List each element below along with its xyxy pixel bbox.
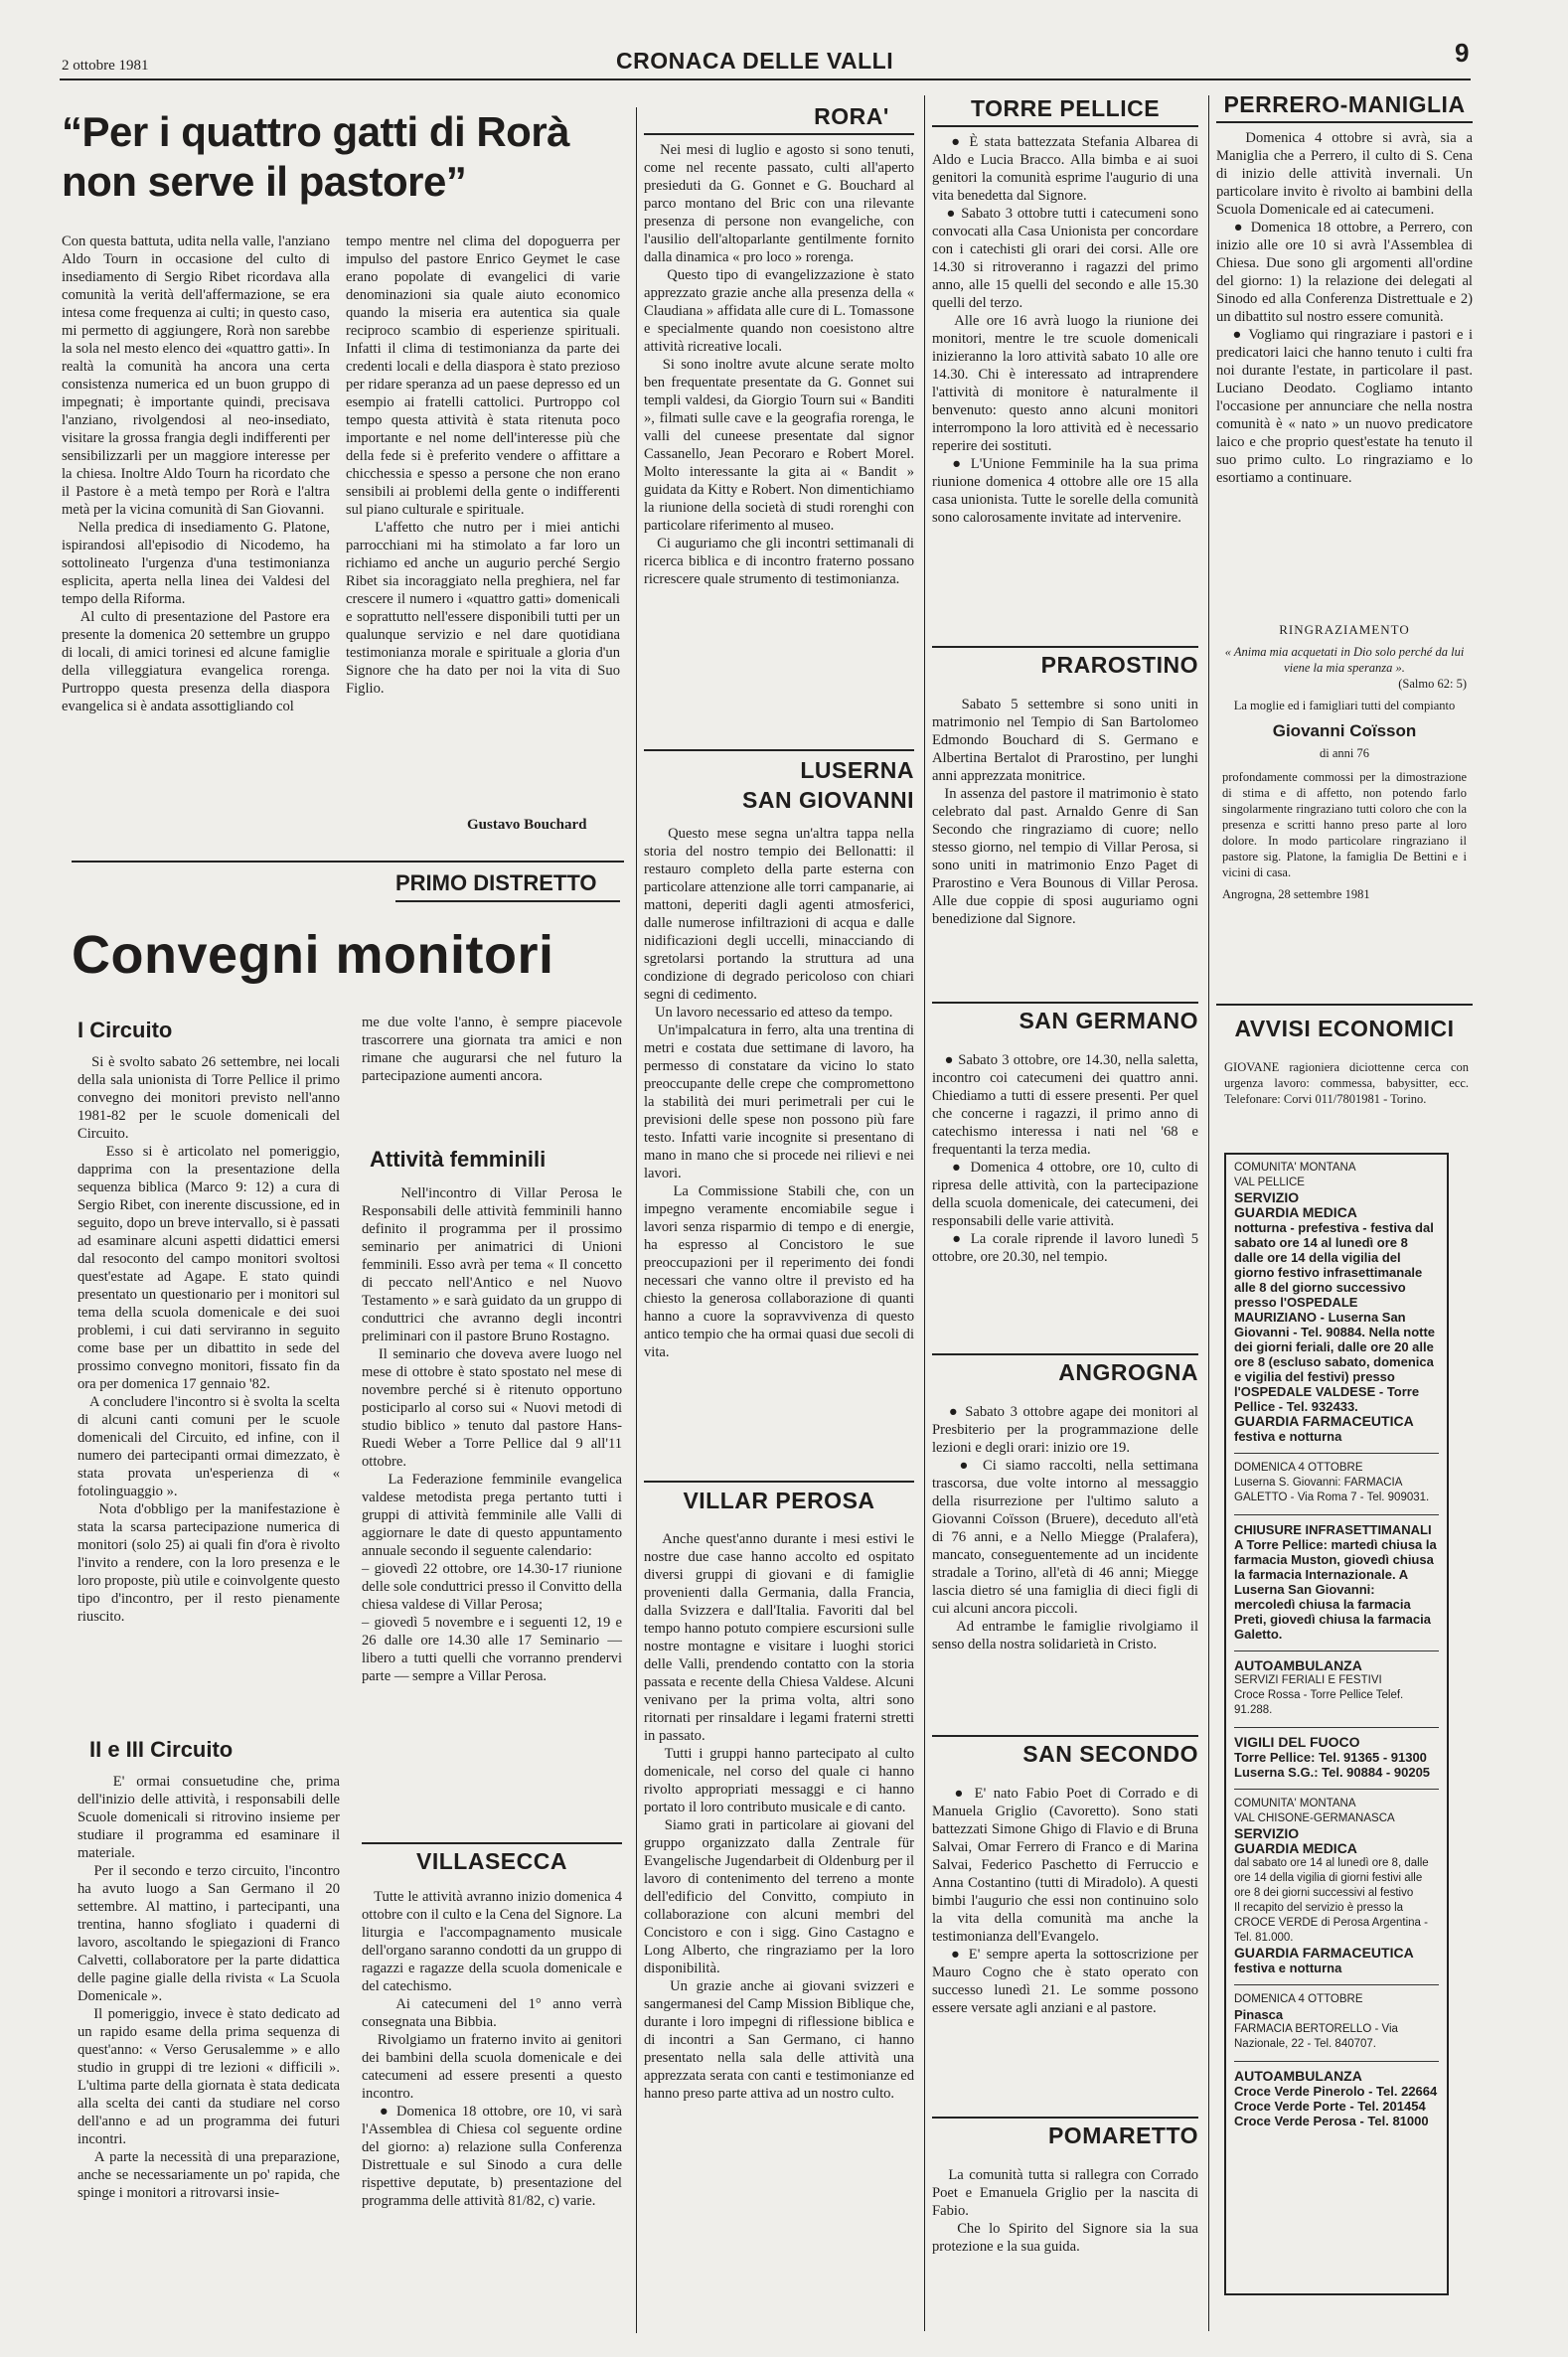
prarostino-text: Sabato 5 settembre si sono uniti in matrimonio nel Tempio di San Bartolomeo Edmondo Bouchard di S. Germano e Albertina Bertalot di Prarostino, per lunghi anni apprezzata monitrice. In assenza del pastore il matrimonio è stato celebrato dal past. Arnaldo Genre di San Secondo che ringraziamo di cuore; nello stesso giorno, nel tempio di Villar Perosa, si sono uniti in matrimonio Enzo Paget di Prarostino e Vera Bounous di Villar Perosa. Alle due coppie di sposi auguriamo ogni benedizione dal Signore. (932, 697, 1198, 927)
ringraziamento-text: profondamente commossi per la dimostrazione di stima e di affetto, non potendo farlo singolarmente ringraziano tutti coloro che con la presenza e scritti hanno preso parte al loro dolore. In modo particolare ringraziano il pastore sig. Platone, la famiglia De Bettini e i vicini di casa. (1222, 770, 1467, 879)
convegni-col1b: E' ormai consuetudine che, prima dell'inizio delle attività, i responsabili delle Scuole domenicali si ritrovino insieme per studiare il programma ed esaminare il materiale. Per il secondo e terzo circuito, l'incontro ha avuto luogo a San Germano il 20 settembre. Al mattino, i partecipanti, una trentina, hanno sfogliato i quaderni di lavoro, ascoltando le spiegazioni di Franco Calvetti, collaboratore per la parte didattica delle pagine gialle della rivista « La Scuola Domenicale ». Il pomeriggio, invece è stato dedicato ad un rapido esame della prima sequenza di quest'anno: « Verso Gerusalemme » e allo studio in gruppi di tre lezioni « difficili ». L'ultima parte della giornata è stata dedicata alla scelta dei canti da studiare nel corso dell'anno e ad un programma dei futuri incontri. A parte la necessità di una preparazione, anche se necessariamente un po' rapida, che spinge i monitori a ritrovarsi insie- (78, 1774, 340, 2201)
services-box-line: Il recapito del servizio è presso la CROCE VERDE di Perosa Argentina - Tel. 81.000. (1234, 1902, 1428, 1944)
ringraziamento-quote: « Anima mia acquetati in Dio solo perché da lui viene la mia speranza ». (1224, 645, 1465, 675)
torre-pellice-rule (932, 125, 1198, 127)
ringraziamento-name: Giovanni Coïsson (1272, 721, 1417, 740)
convegni-sub-circuito-1: I Circuito (78, 1018, 173, 1042)
avvisi-economici-heading: AVVISI ECONOMICI (1234, 1016, 1455, 1041)
san-germano-text: ● Sabato 3 ottobre, ore 14.30, nella saletta, incontro coi catecumeni dei quattro anni. Chiediamo a tutti di essere presenti. Per quel che concerne i ragazzi, il primo anno di catechismo interessa i nati nel '68 e frequentanti la terza media. ● Domenica 4 ottobre, ore 10, culto di ripresa delle attività, con la partecipazione della scuola domenicale, dei catecumeni, dei responsabili delle varie attività. ● La corale riprende il lavoro lunedì 5 ottobre, ore 20.30, nel tempio. (932, 1052, 1199, 1265)
services-box-separator (1234, 1727, 1439, 1728)
avvisi-economici-text: GIOVANE ragioniera diciottenne cerca con urgenza lavoro: commessa, babysitter, ecc. Telefonare: Corvi 011/7801981 - Torino. (1224, 1060, 1469, 1106)
villar-perosa-text: Anche quest'anno durante i mesi estivi le nostre due case hanno accolto ed ospitato diversi gruppi di giovani e di famiglie provenienti dalla Germania, dalla Francia, dalla Svizzera e dall'Italia. Favoriti dal bel tempo hanno potuto compiere escursioni sulle nostre montagne e visitare i luoghi storici delle Valli, prendendo contatto con la storia passata e recente della Chiesa Valdese. Alcuni venivano per la prima volta, altri sono ritornati per rinsaldare i legami fraterni stretti in passato. Tutti i gruppi hanno partecipato al culto domenicale, nel corso del quale ci hanno rivolto appropriati messaggi e ci hanno portato il loro contributo musicale e di canto. Siamo grati in particolare ai giovani del gruppo organizzato dalla Zentrale für Evangelische Jugendarbeit di Oldenburg per il lavoro di contenimento del terreno a monte dell'edificio del Convitto, compiuto in collaborazione con alcuni membri del Concistoro e con i sigg. Gino Castagno e Long Alberto, che ringraziamo per la loro disponibilità. Un grazie anche ai giovani svizzeri e sangermanesi del Camp Mission Biblique che, durante i loro impegni di riflessione biblica e di incontri a San Germano, ci hanno presentato nella sala delle attività una apprezzata serata con canti e testimonianze ed hanno preso parte attiva ad un nostro culto. (644, 1531, 915, 2102)
services-box-line: DOMENICA 4 OTTOBRE (1234, 1462, 1363, 1474)
primo-distretto-rule (395, 900, 620, 902)
san-secondo-text: ● E' nato Fabio Poet di Corrado e di Manuela Griglio (Cavoretto). Sono stati battezzati Simone Ghigo di Flavio e di Bruna Salvai, Omar Ferrero di Franco e di Marina Salvai, Federico Paschetto di Ferruccio e Anna Costantino (tutti di Miradolo). A questi bimbi l'augurio che essi non continuino solo la vita della comunità ma anche la testimonianza dell'Evangelo. ● E' sempre aperta la sottoscrizione per Mauro Cogno che è stato operato con successo lunedì 21. Le somme possono essere versate agli anziani e al pastore. (932, 1786, 1198, 2016)
convegni-sub-circuito-2-3: II e III Circuito (89, 1737, 234, 1762)
luserna-rule (644, 749, 914, 751)
services-box-line: VAL PELLICE (1234, 1177, 1305, 1188)
ringraziamento-intro: La moglie ed i famigliari tutti del compianto (1233, 699, 1456, 712)
ringraziamento-block (1222, 622, 1467, 902)
convegni-headline: Convegni monitori (72, 925, 554, 985)
villasecca-text: Tutte le attività avranno inizio domenica 4 ottobre con il culto e la Cena del Signore. La liturgia e l'accompagnamento musicale dell'organo saranno condotti da un gruppo di ragazzi e ragazze della scuola domenicale e del catechismo. Ai catecumeni del 1° anno verrà consegnata una Bibbia. Rivolgiamo un fraterno invito ai genitori dei bambini della scuola domenicale e dei catecumeni ad essere presenti a questo incontro. ● Domenica 18 ottobre, ore 10, vi sarà l'Assemblea di Chiesa col seguente ordine del giorno: a) relazione sulla Conferenza Distrettuale e sul Sinodo a cura delle rispettive deputate, b) presentazione del programma delle attività 81/82, c) varie. (362, 1889, 623, 2209)
services-box-line: festiva e notturna (1234, 1961, 1342, 1975)
services-box-line: GUARDIA FARMACEUTICA (1234, 1945, 1414, 1961)
prarostino-rule (932, 646, 1198, 648)
angrogna-rule (932, 1353, 1198, 1355)
luserna-heading-line1: LUSERNA (800, 757, 914, 783)
convegni-col2: me due volte l'anno, è sempre piacevole trascorrere una giornata tra amici e non rimane che augurarsi che nel futuro la partecipazione aumenti ancora. (362, 1015, 626, 1084)
page-number: 9 (1455, 38, 1470, 68)
primo-distretto-label: PRIMO DISTRETTO (395, 870, 597, 895)
services-box-separator (1234, 1650, 1439, 1651)
services-box-line: VAL CHISONE-GERMANASCA (1234, 1812, 1395, 1824)
services-box-line: GUARDIA FARMACEUTICA (1234, 1413, 1414, 1429)
attivita-femminili-heading: Attività femminili (370, 1147, 547, 1172)
villasecca-rule (362, 1842, 622, 1844)
pomaretto-text: La comunità tutta si rallegra con Corrado Poet e Emanuela Griglio per la nascita di Fabio. Che lo Spirito del Signore sia la sua protezione e la sua guida. (932, 2167, 1198, 2255)
convegni-col1: Si è svolto sabato 26 settembre, nei locali della sala unionista di Torre Pellice il primo convegno dei monitori previsto nell'anno 1981-82 per le scuole domenicali del Circuito. Esso si è articolato nel pomeriggio, dapprima con la presentazione della sequenza biblica (Marco 9: 12) a cura di Sergio Ribet, con inerente discussione, ed in seguito, dopo un breve intervallo, si è passati ad esaminare alcuni aspetti didattici emersi dal resoconto del campo monitori svoltosi quest'estate ad Agape. E stato quindi presentato un questionario per i monitori sul tema della scuola domenicale e dei suoi problemi, i cui dati serviranno in seguito come base per un dibattito in sede del prossimo convegno monitori, fissato fin da ora per domenica 17 gennaio '82. A concludere l'incontro si è svolta la scelta di alcuni canti comuni per le scuole domenicali del Circuito, ed infine, con il numero dei partecipanti ormai dimezzato, è stata provata un'esperienza di « fotolinguaggio ». Nota d'obbligo per la manifestazione è stata la scarsa partecipazione numerica di monitori (solo 25) ai quali fin d'ora è rivolto l'invito a rendere, con la loro presenza e le loro proposte, più utile e coinvolgente questo tipo d'incontro, per il resto pienamente riuscito. (78, 1054, 341, 1625)
services-box-line: VIGILI DEL FUOCO (1234, 1734, 1360, 1750)
services-box-line: GUARDIA MEDICA (1234, 1204, 1357, 1220)
rora-article-col2: tempo mentre nel clima del dopoguerra per impulso del pastore Enrico Geymet le case erano popolate di evangelici di varie denominazioni sia quale aiuto economico quando la miseria era autentica sia quale reciproco scambio di esperienze spirituali. Infatti il clima di testimonianza da parte dei credenti locali e della diaspora è stato prezioso per ridare speranza ad un paese depresso ed un esempio ai fratelli cattolici. Purtroppo col tempo questa attività è stata ritenuta poco importante e nel nome dell'interesse più che della fede si è preferito vendere o affittare a chicchessia e spesso a persone che non erano sensibili ai problemi della gente o indifferenti sul piano culturale e spirituale. L'affetto che nutro per i miei antichi parrocchiani mi ha stimolato a far loro un richiamo ed anche un augurio perché Sergio Ribet sia incoraggiato nella preghiera, nel far crescere il numero i «quattro gatti» domenicali e soprattutto nell'essere disponibili tutti per un qualunque servizio e nel dare quotidiana testimonianza morale e spirituale a gloria d'un Signore che ha dato per noi la vita di Suo Figlio. (346, 234, 620, 697)
luserna-text: Questo mese segna un'altra tappa nella storia del nostro tempio dei Bellonatti: il restauro completo della parte esterna con particolare attenzione alle torri campanarie, ai mattoni, deperiti dagli agenti atmosferici, dalle numerose infiltrazioni di acqua e dalle nidificazioni degli uccelli, minacciando di sgretolarsi portando la struttura ad una condizione di degrado pericoloso con chiari segni di cedimento. Un lavoro necessario ed atteso da tempo. Un'impalcatura in ferro, alta una trentina di metri e costata due settimane di lavoro, ha permesso di constatare da vicino lo stato preoccupante delle crepe che compromettono la stabilità dei muri perimetrali per cui le previsioni delle spese non possono più fare testo. Infatti varie incognite si presentano di mano in mano che si procede nei rilievi e nei lavori. La Commissione Stabili che, con un impegno veramente encomiabile segue i lavori senza risparmio di tempo e di energie, ha espresso al Concistoro le sue preoccupazioni per il reperimento dei fondi necessari che vanno oltre il previsto ed ha chiesto la generosa collaborazione di quanti hanno a cuore la sopravvivenza di questo antico tempio che ha ormai quasi due secoli di vita. (644, 826, 914, 1360)
services-box-line: festiva e notturna (1234, 1429, 1342, 1444)
rora-heading: RORA' (814, 103, 889, 129)
pomaretto-heading: POMARETTO (1047, 2122, 1198, 2148)
villar-perosa-heading: VILLAR PEROSA (683, 1488, 875, 1513)
newspaper-section-title: CRONACA DELLE VALLI (616, 48, 894, 74)
ringraziamento-age: di anni 76 (1320, 746, 1369, 760)
rora-headline (62, 107, 638, 207)
services-box-line: CHIUSURE INFRASETTIMANALI A Torre Pellice: martedì chiusa la farmacia Muston, giovedì chiusa la farmacia Internazionale. A Luserna San Giovanni: mercoledì chiusa la farmacia Preti, giovedì chiusa la farmacia Galetto. (1234, 1522, 1437, 1642)
perrero-text: Domenica 4 ottobre si avrà, sia a Maniglia che a Perrero, il culto di S. Cena di inizio delle attività invernali. Un particolare invito è rivolto ai bambini della Scuola Domenicale ed ai catecumeni. ● Domenica 18 ottobre, a Perrero, con inizio alle ore 10 si avrà l'Assemblea di Chiesa. Due sono gli argomenti all'ordine del giorno: 1) la relazione dei delegati al Sinodo ed alla Conferenza Distrettuale e 2) un dibattito sul nostro essere comunità. ● Vogliamo qui ringraziare i pastori e i predicatori laici che hanno tenuto i culti fra noi durante l'estate, in particolare il past. Luciano Deodato. Cogliamo intanto l'occasione per annunciare che nella nostra comunità è « nato » un nuovo predicatore laico e che proprio quest'estate ha tenuto il suo primo culto. Lo ringraziamo e lo esortiamo a continuare. (1216, 130, 1473, 486)
col5-left-divider (1208, 95, 1209, 2331)
rora-headline-line1: “Per i quattro gatti di Rorà (62, 108, 570, 155)
angrogna-text: ● Sabato 3 ottobre agape dei monitori al Presbiterio per la programmazione delle lezioni e degli orari: inizio ore 19. ● Ci siamo raccolti, nella settimana trascorsa, due volte intorno al messaggio della risurrezione per l'ultimo saluto a Giovanni Coïsson (Bruere), deceduto all'età di 76 anni, e a Nello Miegge (Pralafera), mancato, conseguentemente ad un incidente stradale a Torino, all'età di 46 anni; Miegge lascia dietro sé una famiglia di dieci figli di cui alcuni ancora piccoli. Ad entrambe le famiglie rivolgiamo il senso della nostra solidarietà in Cristo. (932, 1404, 1198, 1652)
ringraziamento-date: Angrogna, 28 settembre 1981 (1222, 887, 1370, 901)
header-rule (60, 79, 1471, 80)
villasecca-heading: VILLASECCA (416, 1848, 567, 1874)
perrero-rule (1216, 121, 1473, 123)
services-box-separator (1234, 1789, 1439, 1790)
services-box-line: notturna - prefestiva - festiva dal sabato ore 14 al lunedì ore 8 dalle ore 14 della vigilia del giorno festivo infrasettimanale alle 8 del giorno successivo presso l'OSPEDALE MAURIZIANO - Luserna San Giovanni - Tel. 90884. Nella notte dei giorni feriali, dalle ore 20 alle ore 8 (escluso sabato, domenica e vigilia del festivi) presso l'OSPEDALE VALDESE - Torre Pellice - Tel. 932433. (1234, 1220, 1436, 1414)
torre-pellice-heading: TORRE PELLICE (970, 95, 1161, 121)
col3-left-divider (636, 107, 637, 2333)
services-box-line: COMUNITA' MONTANA (1234, 1162, 1356, 1174)
services-box-separator (1234, 1453, 1439, 1454)
services-box-line: Croce Verde Perosa - Tel. 81000 (1234, 2114, 1429, 2128)
luserna-heading-line2: SAN GIOVANNI (742, 787, 914, 813)
services-box-separator (1234, 1984, 1439, 1985)
services-box-line: FARMACIA BERTORELLO - Via Nazionale, 22 - Tel. 840707. (1234, 2023, 1398, 2050)
services-box-line: SERVIZIO (1234, 1189, 1300, 1205)
services-box-line: Luserna S.G.: Tel. 90884 - 90205 (1234, 1765, 1431, 1780)
luserna-heading (696, 755, 914, 815)
services-box-line: Croce Verde Porte - Tel. 201454 (1234, 2099, 1426, 2114)
rule-left-mid (72, 861, 624, 863)
san-germano-rule (932, 1002, 1198, 1004)
services-box-line: AUTOAMBULANZA (1234, 1657, 1362, 1673)
services-box-line: Torre Pellice: Tel. 91365 - 91300 (1234, 1750, 1427, 1765)
services-box-line: AUTOAMBULANZA (1234, 2068, 1362, 2084)
services-box-line: Croce Verde Pinerolo - Tel. 22664 (1234, 2084, 1438, 2099)
services-box-line: Luserna S. Giovanni: FARMACIA GALETTO - Via Roma 7 - Tel. 909031. (1234, 1477, 1430, 1503)
services-box-separator (1234, 2061, 1439, 2062)
ringraziamento-quote-ref: (Salmo 62: 5) (1398, 677, 1467, 691)
avvisi-rule (1216, 1004, 1473, 1006)
ringraziamento-title: RINGRAZIAMENTO (1279, 622, 1410, 637)
services-box (1224, 1153, 1449, 2295)
services-box-line: GUARDIA MEDICA (1234, 1840, 1357, 1856)
services-box-line: DOMENICA 4 OTTOBRE (1234, 1993, 1363, 2005)
san-secondo-rule (932, 1735, 1198, 1737)
services-box-line: SERVIZIO (1234, 1825, 1300, 1841)
perrero-heading: PERRERO-MANIGLIA (1223, 91, 1466, 117)
villar-rule (644, 1481, 914, 1483)
rora-article-col1: Con questa battuta, udita nella valle, l'anziano Aldo Tourn in occasione del culto di insediamento di Sergio Ribet ricordava alla comunità la verità dell'affermazione, se era intesa come frequenza ai culti; in questo caso, mi permetto di aggiungere, Rorà non sarebbe la sola nel mesto elenco dei «quattro gatti». In realtà la comunità ha ancora una certa consistenza numerica ed un buon gruppo di impegnati; è importante quindi, precisava l'anziano, rivolgendosi al neo-insediato, visitare la grossa frangia degli indifferenti per sensibilizzarli per un maggiore interesse per la chiesa. Inoltre Aldo Tourn ha ricordato che il Pastore è a metà tempo per Rorà e l'altra metà per la vicina comunità di San Giovanni. Nella predica di insediamento G. Platone, ispirandosi all'episodio di Nicodemo, ha sottolineato l'urgenza d'una testimonianza esplicita, aperta nella linea dei Valdesi del tempo della Riforma. Al culto di presentazione del Pastore era presente la domenica 20 settembre un gruppo di locali, di amici torinesi ed alcune famiglie della villeggiatura evangelica rorenga. Purtroppo questa presenza della diaspora evangelica si è andata assottigliando col (62, 234, 331, 714)
pomaretto-rule (932, 2117, 1198, 2119)
san-secondo-heading: SAN SECONDO (1022, 1741, 1198, 1767)
rora-headline-line2: non serve il pastore” (62, 158, 467, 205)
rora-text: Nei mesi di luglio e agosto si sono tenuti, come nel recente passato, culti all'aperto presieduti da G. Gonnet e G. Bouchard al parco montano del Bric con una rilevante presenza di persone non evangeliche, con l'ausilio dell'altoparlante gentilmente fornito dalla dinamica « pro loco » rorenga. Questo tipo di evangelizzazione è stato apprezzato grazie anche alla presenza della « Claudiana » affidata alle cure di L. Tomassone e specialmente quando non coesistono altre attività ricreative locali. Si sono inoltre avute alcune serate molto ben frequentate presentate da G. Gonnet sui templi valdesi, da Giorgio Tourn sui « Banditi », filmati sulle cave e la geografia rorenga, le valli del cuneese presentate dal signor Cassanello, Jean Pecoraro e Robert Morel. Molto interessante la gita ai « Bandit » guidata da Kitty e Robert. Non dimentichiamo la riunione della società di studi rorenghi con particolare riferimento al museo. Ci auguriamo che gli incontri settimanali di ricerca biblica e di incontro fraterno possano ricrescere quale strumento di testimonianza. (644, 142, 914, 587)
col4-left-divider (924, 95, 925, 2331)
services-box-line: dal sabato ore 14 al lunedì ore 8, dalle ore 14 della vigilia di giorni festivi alle ore 8 dei giorni successivi al festivo (1234, 1857, 1429, 1899)
attivita-femminili-text: Nell'incontro di Villar Perosa le Responsabili delle attività femminili hanno definito il programma per il prossimo seminario per animatrici di Unioni femminili. Esso avrà per tema « Il concetto di peccato nell'Antico e nel Nuovo Testamento » e sarà guidato da un gruppo di conduttrici che avranno degli incontri preliminari con il pastore Bruno Rostagno. Il seminario che doveva avere luogo nel mese di ottobre è stato spostato nel mese di novembre perché si è ritenuto opportuno posticiparlo al corso sui « Nuovi metodi di studio biblico » tenuto dal pastore Hans-Ruedi Weber a Torre Pellice dal 9 all'11 ottobre. La Federazione femminile evangelica valdese metodista prega pertanto tutti i gruppi di attività femminile alle Valli di aggiornare le date di questo appuntamento annuale secondo il seguente calendario: – giovedì 22 ottobre, ore 14.30-17 riunione delle sole conduttrici presso il Convitto della chiesa valdese di Villar Perosa; – giovedì 5 novembre e i seguenti 12, 19 e 26 dalle ore 14.30 alle 17 Seminario — libero a tutti quelli che vorranno prendervi parte — sempre a Villar Perosa. (362, 1185, 622, 1684)
services-box-line: Croce Rossa - Torre Pellice Telef. 91.288. (1234, 1689, 1404, 1716)
torre-pellice-text: ● È stata battezzata Stefania Albarea di Aldo e Lucia Bracco. Alla bimba e ai suoi genitori la comunità esprime l'augurio di una vita benedetta dal Signore. ● Sabato 3 ottobre tutti i catecumeni sono convocati alla Casa Unionista per concordare con i catechisti gli orari dei corsi. Alle ore 14.30 si ritroveranno i ragazzi del primo anno, alle 15 quelli del secondo e alle 15.30 quelli del terzo. Alle ore 16 avrà luogo la riunione dei monitori, mentre le tre scuole domenicali inizieranno la loro attività sabato 10 alle ore 14.30. Chi è interessato ad intraprendere l'attività di monitore è naturalmente il benvenuto: questo anno alcuni monitori interrompono la loro attività ed è necessario reperire dei sostituti. ● L'Unione Femminile ha la sua prima riunione domenica 4 ottobre alle ore 15 alla casa unionista. Tutte le sorelle della comunità sono calorosamente invitate ad intervenire. (932, 134, 1198, 526)
angrogna-heading: ANGROGNA (1058, 1359, 1198, 1385)
san-germano-heading: SAN GERMANO (1019, 1008, 1198, 1033)
services-box-line: SERVIZI FERIALI E FESTIVI (1234, 1674, 1382, 1686)
rora-heading-rule (644, 133, 914, 135)
prarostino-heading: PRAROSTINO (1040, 652, 1198, 678)
rora-article-author: Gustavo Bouchard (467, 817, 587, 833)
services-box-line: Pinasca (1234, 2007, 1284, 2022)
services-box-line: COMUNITA' MONTANA (1234, 1798, 1356, 1809)
page-date: 2 ottobre 1981 (62, 58, 149, 74)
services-box-separator (1234, 1514, 1439, 1515)
